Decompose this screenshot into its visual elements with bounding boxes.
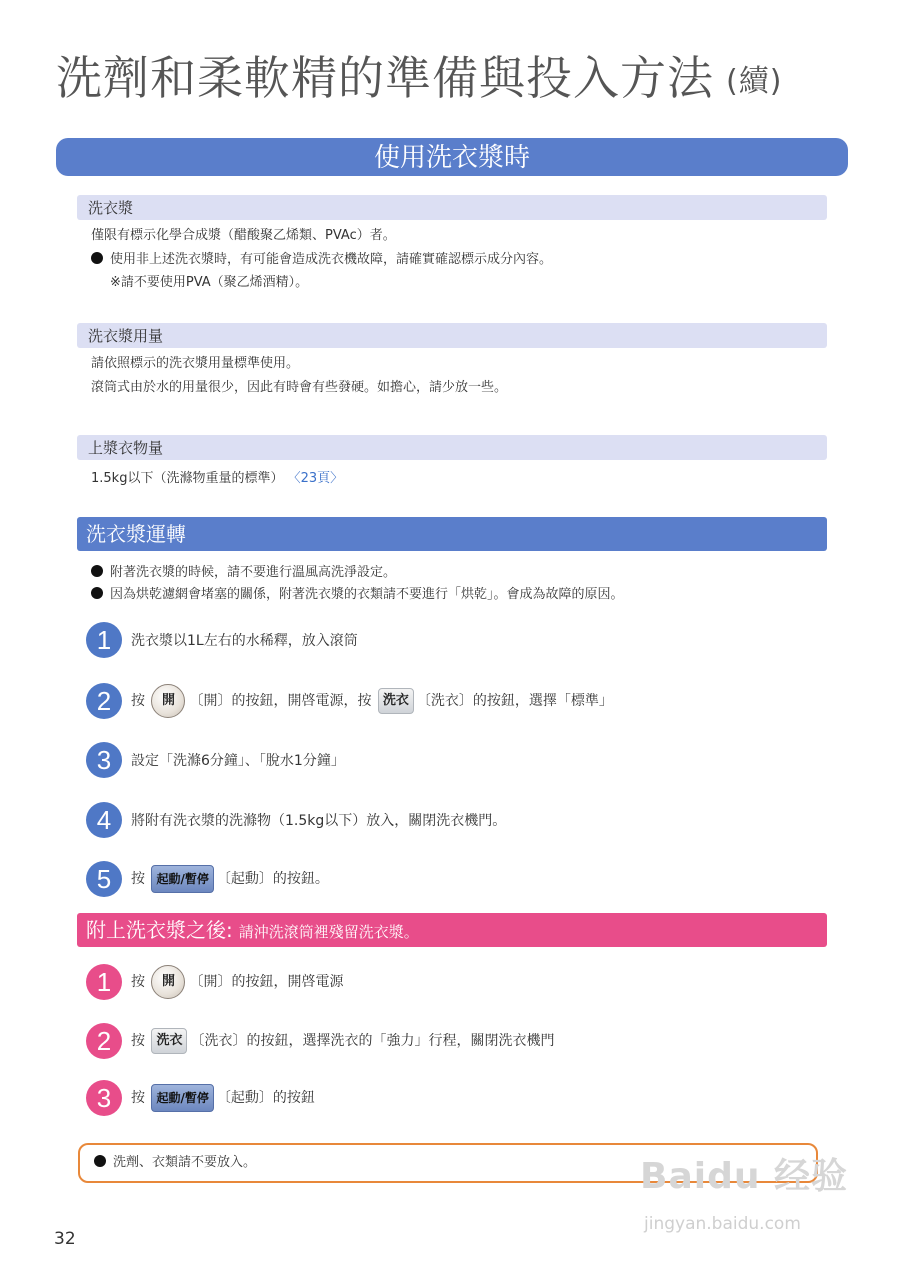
amount-line-1: 請依照標示的洗衣漿用量標準使用。 [91,356,300,371]
step-number: 2 [86,1023,122,1059]
after-header-note: 請沖洗滾筒裡殘留洗衣漿。 [238,923,419,941]
after-header-title: 附上洗衣漿之後: [86,918,233,942]
bullet-icon [91,252,103,264]
page-reference-link[interactable]: 〈23頁〉 [287,471,344,486]
caution-text: 洗劑、衣類請不要放入。 [113,1155,257,1170]
section-operation-header: 洗衣漿運轉 [77,517,827,551]
start-pause-button-icon: 起動/暫停 [151,1084,213,1112]
step-text: 設定「洗滌6分鐘」、「脫水1分鐘」 [131,753,345,769]
subheader-amount: 洗衣漿用量 [77,323,827,348]
start-pause-button-icon: 起動/暫停 [151,865,213,893]
step-text-post: 〔起動〕的按鈕 [216,1090,315,1106]
step-number: 3 [86,742,122,778]
subheader-starch: 洗衣漿 [77,195,827,220]
bullet-icon [94,1155,106,1167]
step-text-post: 〔洗衣〕的按鈕，選擇「標準」 [416,693,613,709]
step-text-post: 〔開〕的按鈕，開啓電源 [189,974,344,990]
bullet-icon [91,587,103,599]
bullet-text: 因為烘乾濾網會堵塞的關係，附著洗衣漿的衣類請不要進行「烘乾」。會成為故障的原因。 [110,587,624,602]
step-number: 1 [86,622,122,658]
power-button-icon: 開 [151,965,185,999]
baidu-watermark-logo: Baidu 经验 [640,1156,849,1197]
operation-step [86,683,613,723]
after-step [86,1080,315,1120]
operation-step [86,861,329,901]
power-button-icon: 開 [151,684,185,718]
operation-step [86,802,506,842]
step-number: 3 [86,1080,122,1116]
starch-note: ※請不要使用PVA（聚乙烯酒精）。 [110,275,309,290]
step-number: 1 [86,964,122,1000]
step-text [131,871,329,887]
step-text [131,693,613,709]
step-number: 5 [86,861,122,897]
bullet-icon [91,565,103,577]
wash-button-icon: 洗衣 [151,1028,187,1054]
step-text-pre: 按 [131,974,145,990]
step-text-pre: 按 [131,693,145,709]
step-text [131,1033,554,1049]
step-number: 4 [86,802,122,838]
step-text: 洗衣漿以1L左右的水稀釋，放入滾筒 [131,633,358,649]
baidu-watermark-url: jingyan.baidu.com [644,1214,801,1234]
section-banner: 使用洗衣漿時 [56,138,848,176]
section-after-header [77,913,827,947]
bullet-text: 附著洗衣漿的時候，請不要進行溫風高洗淨設定。 [110,565,397,580]
step-number: 2 [86,683,122,719]
starch-description: 僅限有標示化學合成漿（醋酸聚乙烯類、PVAc）者。 [91,228,396,243]
step-text-post: 〔起動〕的按鈕。 [216,871,329,887]
step-text-pre: 按 [131,1090,145,1106]
subheader-load: 上漿衣物量 [77,435,827,460]
wash-button-icon: 洗衣 [378,688,414,714]
bullet-text: 使用非上述洗衣漿時，有可能會造成洗衣機故障，請確實確認標示成分內容。 [110,252,553,267]
page-number: 32 [54,1229,76,1249]
amount-line-2: 滾筒式由於水的用量很少，因此有時會有些發硬。如擔心，請少放一些。 [91,380,508,395]
step-text-pre: 按 [131,871,145,887]
after-step [86,1023,554,1063]
page-title [56,48,782,112]
page-title-main: 洗劑和柔軟精的準備與投入方法 [56,51,714,105]
step-text [131,1090,315,1106]
page-title-suffix: (續) [726,64,783,99]
step-text [131,974,343,990]
step-text: 將附有洗衣漿的洗滌物（1.5kg以下）放入，關閉洗衣機門。 [131,813,507,829]
operation-bullet [91,562,396,583]
after-step [86,964,343,1004]
operation-step [86,622,358,662]
starch-warning-bullet [91,249,552,270]
step-text-pre: 按 [131,1033,145,1049]
operation-bullet [91,584,624,605]
operation-step [86,742,345,782]
load-text: 1.5kg以下（洗滌物重量的標準） [91,471,284,486]
load-text-row [91,467,343,491]
step-text-post: 〔洗衣〕的按鈕，選擇洗衣的「強力」行程，關閉洗衣機門 [190,1033,555,1049]
step-text-mid: 〔開〕的按鈕，開啓電源，按 [189,693,372,709]
